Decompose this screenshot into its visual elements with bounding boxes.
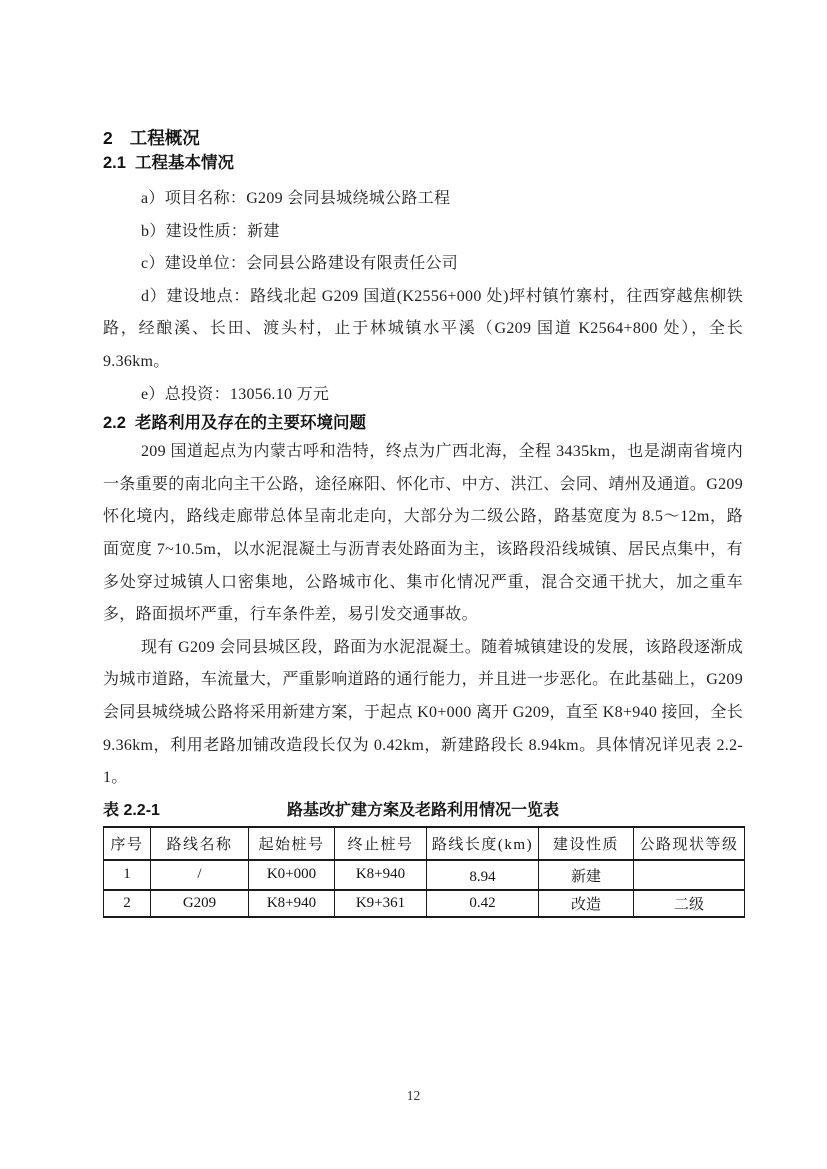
col-header-nature: 建设性质 xyxy=(539,827,634,860)
subsection-number: 2.2 xyxy=(103,414,126,433)
section-heading-2-1 xyxy=(103,151,743,176)
col-header-current-grade: 公路现状等级 xyxy=(634,827,745,860)
page-number: 12 xyxy=(406,1088,421,1103)
cell-seq: 1 xyxy=(104,860,151,890)
project-info-list xyxy=(103,183,743,411)
cell-length: 0.42 xyxy=(427,890,539,917)
subsection-number: 2.1 xyxy=(103,154,126,172)
col-header-route-name: 路线名称 xyxy=(151,827,249,860)
paragraph-new-scheme: 现有 G209 会同县城区段，路面为水泥混凝土。随着城镇建设的发展，该路段逐渐成为城市道路，车流量大，严重影响道路的通行能力，并且进一步恶化。在此基础上，G209 会同县城绕城公路将采用新建方案，于起点 K0+000 离开 G209，直至 K8+940 接回，全长 9.36km，利用老路加铺改造段长仅为 0.42km，新建路段长 8.94km。具体情况详见表 2.2-1。 xyxy=(103,638,743,787)
cell-nature: 改造 xyxy=(539,890,634,917)
cell-start-stake: K0+000 xyxy=(249,860,335,890)
section-number: 2 xyxy=(103,128,113,148)
table-caption xyxy=(103,798,743,823)
col-header-start-stake: 起始桩号 xyxy=(249,827,335,860)
list-item-construction-nature: b）建设性质：新建 xyxy=(141,222,280,240)
table-label: 表 2.2-1 xyxy=(103,801,160,819)
subsection-title: 工程基本情况 xyxy=(134,154,234,172)
section-heading-2-2 xyxy=(103,411,743,436)
list-item-construction-location: d）建设地点：路线北起 G209 国道(K2556+000 处)坪村镇竹寨村，往西穿越焦柳铁路，经酿溪、长田、渡头村，止于林城镇水平溪（G209 国道 K2564+800 处），全长 9.36km。 xyxy=(103,287,743,370)
cell-route-name: / xyxy=(151,860,249,890)
table-title: 路基改扩建方案及老路利用情况一览表 xyxy=(286,801,559,819)
roadbed-reconstruction-table xyxy=(103,826,745,918)
cell-nature: 新建 xyxy=(539,860,634,890)
cell-start-stake: K8+940 xyxy=(249,890,335,917)
list-item-construction-unit: c）建设单位：会同县公路建设有限责任公司 xyxy=(141,255,459,273)
cell-length: 8.94 xyxy=(427,860,539,890)
cell-end-stake: K8+940 xyxy=(335,860,427,890)
cell-end-stake: K9+361 xyxy=(335,890,427,917)
cell-current-grade: 二级 xyxy=(634,890,745,917)
table-header-row xyxy=(104,827,745,860)
cell-route-name: G209 xyxy=(151,890,249,917)
col-header-end-stake: 终止桩号 xyxy=(335,827,427,860)
list-item-project-name: a）项目名称：G209 会同县城绕城公路工程 xyxy=(141,190,451,207)
table-row-1 xyxy=(104,860,745,890)
col-header-seq: 序号 xyxy=(104,827,151,860)
paragraph-old-road-overview: 209 国道起点为内蒙古呼和浩特，终点为广西北海，全程 3435km，也是湖南省境内一条重要的南北向主干公路，途径麻阳、怀化市、中方、洪江、会同、靖州及通道。G209 怀化境内，路线走廊带总体呈南北走向，大部分为二级公路，路基宽度为 8.5～12m，路面宽度 7~10.5m，以水泥混凝土与沥青表处路面为主，该路段沿线城镇、居民点集中，有多处穿过城镇人口密集地，公路城市化、集市化情况严重，混合交通干扰大，加之重车多，路面损坏严重，行车条件差，易引发交通事故。 xyxy=(103,443,743,624)
list-item-total-investment: e）总投资：13056.10 万元 xyxy=(141,385,330,403)
table-row-2 xyxy=(104,890,745,917)
cell-seq: 2 xyxy=(104,890,151,917)
cell-current-grade xyxy=(634,860,745,890)
subsection-title: 老路利用及存在的主要环境问题 xyxy=(134,414,366,433)
page-content xyxy=(103,0,743,918)
section-title: 工程概况 xyxy=(129,128,200,148)
section-heading-2 xyxy=(103,126,743,151)
col-header-length: 路线长度(km) xyxy=(427,827,539,860)
